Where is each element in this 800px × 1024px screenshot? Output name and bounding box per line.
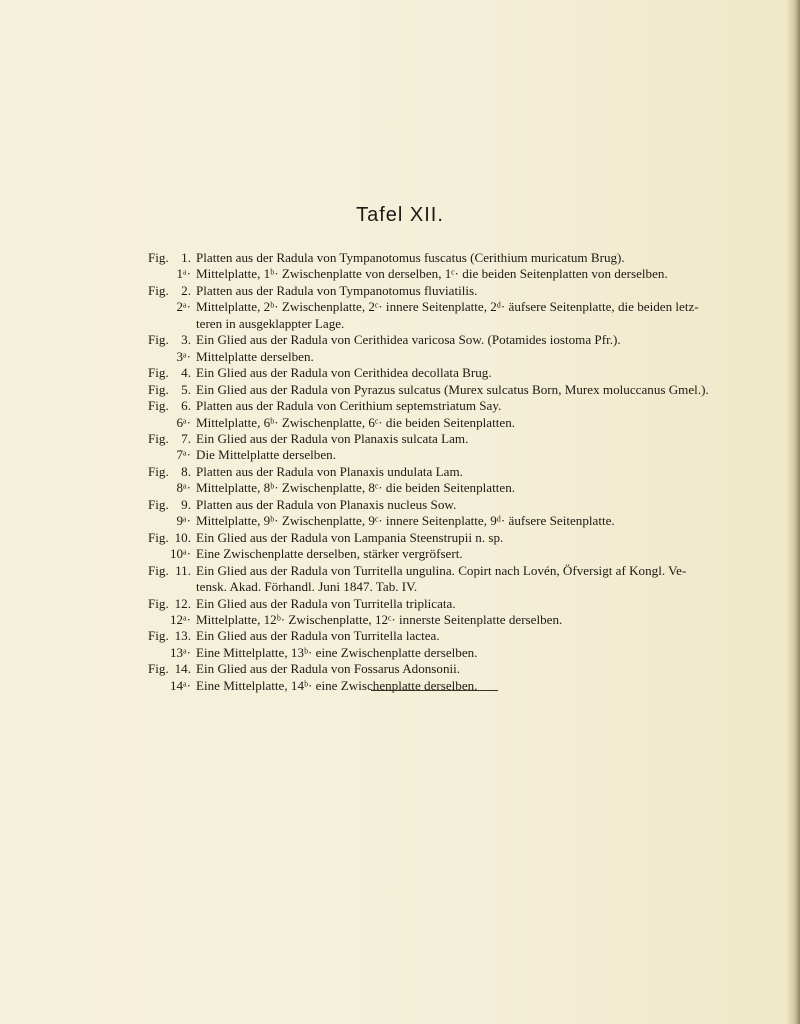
fig-description: Eine Zwischenplatte derselben, stärker vergröfsert. xyxy=(196,546,463,562)
list-item xyxy=(148,628,748,644)
fig-number: 2ᵃ· xyxy=(176,299,191,315)
fig-label xyxy=(148,316,170,332)
fig-description: Ein Glied aus der Radula von Turritella triplicata. xyxy=(196,595,456,611)
list-item xyxy=(148,497,748,513)
list-item xyxy=(148,579,748,595)
list-item xyxy=(148,530,748,546)
fig-label xyxy=(148,266,170,282)
fig-number: 13. xyxy=(174,628,191,644)
fig-description: Ein Glied aus der Radula von Turritella ungulina. Copirt nach Lovén, Öfversigt af Kongl. Ve- xyxy=(196,562,687,578)
fig-number: 1. xyxy=(181,250,191,265)
list-item xyxy=(148,349,748,365)
fig-description: Ein Glied aus der Radula von Cerithidea decollata Brug. xyxy=(196,365,492,381)
fig-label xyxy=(148,299,170,315)
list-item xyxy=(148,332,748,348)
fig-description: Platten aus der Radula von Cerithium septemstriatum Say. xyxy=(196,398,502,414)
list-item xyxy=(148,299,748,315)
fig-number: 7. xyxy=(181,430,191,446)
fig-description: Platten aus der Radula von Tympanotomus fluviatilis. xyxy=(196,282,478,298)
fig-label xyxy=(148,546,170,562)
list-item xyxy=(148,398,748,414)
fig-description: tensk. Akad. Förhandl. Juni 1847. Tab. IV. xyxy=(196,579,418,595)
fig-number: 5. xyxy=(181,381,191,397)
page-title: Tafel XII. xyxy=(356,204,444,226)
fig-description: Platten aus der Radula von Tympanotomus fuscatus (Cerithium muricatum Brug). xyxy=(196,250,625,265)
list-item xyxy=(148,546,748,562)
list-item xyxy=(148,464,748,480)
fig-number: 6. xyxy=(181,398,191,414)
list-item xyxy=(148,480,748,496)
fig-number xyxy=(170,316,196,332)
fig-number: 10. xyxy=(174,529,191,545)
fig-number xyxy=(170,579,196,595)
fig-number: 11. xyxy=(175,562,191,578)
list-item xyxy=(148,415,748,431)
fig-number: 10ᵃ· xyxy=(170,546,192,562)
fig-number: 13ᵃ· xyxy=(170,644,192,660)
list-item xyxy=(148,563,748,579)
list-item xyxy=(148,382,748,398)
fig-label: Fig. xyxy=(148,365,169,381)
fig-number: 12ᵃ· xyxy=(170,611,192,627)
fig-label: Fig. xyxy=(148,282,169,298)
fig-description: Mittelplatte, 2ᵇ· Zwischenplatte, 2ᶜ· innere Seitenplatte, 2ᵈ· äufsere Seitenplatte, die beiden letz- xyxy=(196,299,699,315)
fig-description: Die Mittelplatte derselben. xyxy=(196,447,336,463)
fig-description: Eine Mittelplatte, 13ᵇ· eine Zwischenplatte derselben. xyxy=(196,644,478,660)
fig-label: Fig. xyxy=(148,463,169,479)
fig-number: 14. xyxy=(174,661,191,677)
list-item xyxy=(148,612,748,628)
fig-number: 14ᵃ· xyxy=(170,677,192,693)
fig-number: 8ᵃ· xyxy=(176,480,191,496)
fig-number: 2. xyxy=(181,282,191,298)
fig-description: Mittelplatte, 1ᵇ· Zwischenplatte von derselben, 1ᶜ· die beiden Seitenplatten von derselben. xyxy=(196,266,668,282)
fig-label: Fig. xyxy=(148,381,169,397)
fig-description: Ein Glied aus der Radula von Lampania Steenstrupii n. sp. xyxy=(196,529,504,545)
list-item xyxy=(148,596,748,612)
list-item xyxy=(148,316,748,332)
list-item xyxy=(148,250,748,266)
fig-label: Fig. xyxy=(148,250,169,265)
fig-label: Fig. xyxy=(148,398,169,414)
fig-number: 6ᵃ· xyxy=(176,414,191,430)
fig-label xyxy=(148,579,170,595)
fig-description: Mittelplatte, 12ᵇ· Zwischenplatte, 12ᶜ· innerste Seitenplatte derselben. xyxy=(196,611,563,627)
fig-description: Ein Glied aus der Radula von Fossarus Adonsonii. xyxy=(196,661,461,677)
fig-description: Mittelplatte, 9ᵇ· Zwischenplatte, 9ᶜ· innere Seitenplatte, 9ᵈ· äufsere Seitenplatte. xyxy=(196,513,615,529)
fig-description: Ein Glied aus der Radula von Turritella lactea. xyxy=(196,628,440,644)
fig-label: Fig. xyxy=(148,562,169,578)
fig-label: Fig. xyxy=(148,496,169,512)
fig-description: teren in ausgeklappter Lage. xyxy=(196,315,345,331)
fig-label xyxy=(148,480,170,496)
fig-label xyxy=(148,447,170,463)
fig-description: Platten aus der Radula von Planaxis nucleus Sow. xyxy=(196,496,457,512)
fig-label xyxy=(148,678,170,694)
fig-number: 1ᵃ· xyxy=(176,266,191,282)
fig-number: 7ᵃ· xyxy=(176,447,191,463)
fig-number: 3. xyxy=(181,332,191,348)
fig-description: Eine Mittelplatte, 14ᵇ· eine Zwischenplatte derselben. xyxy=(196,677,478,693)
fig-description: Ein Glied aus der Radula von Pyrazus sulcatus (Murex sulcatus Born, Murex moluccanus Gmel.). xyxy=(196,381,709,397)
fig-description: Mittelplatte derselben. xyxy=(196,348,314,364)
fig-number: 9ᵃ· xyxy=(176,513,191,529)
fig-label: Fig. xyxy=(148,595,169,611)
fig-label: Fig. xyxy=(148,628,169,644)
fig-label xyxy=(148,513,170,529)
fig-label: Fig. xyxy=(148,332,169,348)
list-item xyxy=(148,678,748,694)
fig-label: Fig. xyxy=(148,661,169,677)
fig-description: Mittelplatte, 6ᵇ· Zwischenplatte, 6ᶜ· die beiden Seitenplatten. xyxy=(196,414,516,430)
list-item xyxy=(148,266,748,282)
fig-description: Ein Glied aus der Radula von Planaxis sulcata Lam. xyxy=(196,430,469,446)
fig-label xyxy=(148,349,170,365)
fig-description: Platten aus der Radula von Planaxis undulata Lam. xyxy=(196,463,463,479)
fig-number: 3ᵃ· xyxy=(176,348,191,364)
fig-description: Mittelplatte, 8ᵇ· Zwischenplatte, 8ᶜ· die beiden Seitenplatten. xyxy=(196,480,516,496)
binding-shadow xyxy=(786,0,800,1024)
fig-number: 4. xyxy=(181,365,191,381)
fig-description: Ein Glied aus der Radula von Cerithidea varicosa Sow. (Potamides iostoma Pfr.). xyxy=(196,332,621,348)
fig-number: 8. xyxy=(181,463,191,479)
fig-label xyxy=(148,612,170,628)
closing-rule xyxy=(371,690,498,691)
list-item xyxy=(148,447,748,463)
list-item xyxy=(148,431,748,447)
fig-label xyxy=(148,415,170,431)
fig-label xyxy=(148,645,170,661)
fig-label: Fig. xyxy=(148,430,169,446)
fig-label: Fig. xyxy=(148,529,169,545)
list-item xyxy=(148,661,748,677)
fig-number: 9. xyxy=(181,496,191,512)
list-item xyxy=(148,365,748,381)
list-item xyxy=(148,513,748,529)
list-item xyxy=(148,645,748,661)
fig-number: 12. xyxy=(174,595,191,611)
list-item xyxy=(148,283,748,299)
figure-list xyxy=(148,250,748,694)
